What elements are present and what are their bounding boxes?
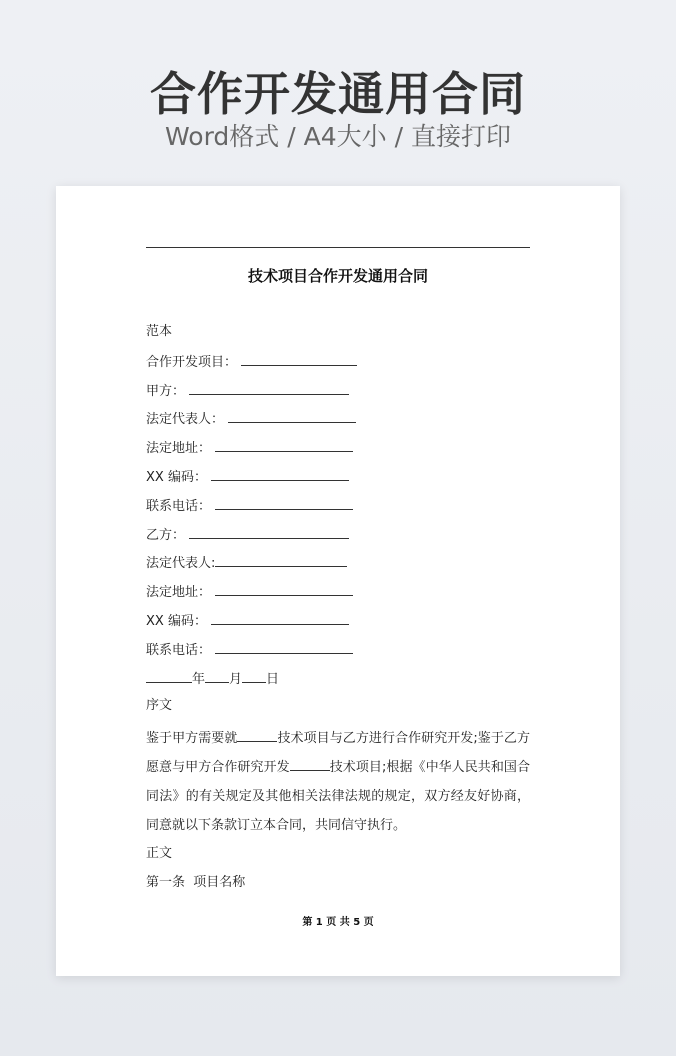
- blank-line: [215, 639, 353, 654]
- field-party-b: 乙方：: [146, 524, 530, 553]
- blank-line: [215, 552, 347, 567]
- field-a-address: 法定地址：: [146, 437, 530, 466]
- blank-line: [211, 466, 349, 481]
- field-project: 合作开发项目：: [146, 351, 530, 380]
- field-party-a: 甲方：: [146, 380, 530, 409]
- document-title: 技术项目合作开发通用合同: [247, 267, 428, 285]
- blank-line: [215, 437, 353, 452]
- blank-line: [241, 351, 357, 366]
- field-a-phone: 联系电话：: [146, 495, 530, 524]
- field-b-representative: 法定代表人:: [146, 552, 530, 581]
- page-number: 第 1 页 共 5 页: [302, 917, 374, 928]
- document-body: [146, 322, 530, 902]
- blank-line: [215, 581, 353, 596]
- body-heading: 正文: [146, 846, 173, 862]
- blank-line: [211, 610, 349, 625]
- field-b-address: 法定地址：: [146, 581, 530, 610]
- preface-paragraph: 鉴于甲方需要就 技术项目与乙方进行合作研究开发;鉴于乙方愿意与甲方合作研究开发 技术项目;根据《中华人民共和国合同法》的有关规定及其他相关法律法规的规定，双方经友好协商，同意就以下条款订立本合同，共同信守执行。: [146, 725, 530, 840]
- banner-subtitle: Word格式 / A4大小 / 直接打印: [165, 122, 511, 151]
- preface-heading: 序文: [146, 698, 173, 714]
- field-a-representative: 法定代表人：: [146, 408, 530, 437]
- banner-title: 合作开发通用合同: [150, 67, 526, 121]
- field-b-code: XX 编码：: [146, 610, 530, 639]
- field-a-code: XX 编码：: [146, 466, 530, 495]
- article-1-heading: 第一条 项目名称: [146, 875, 246, 891]
- date-line: 年 月 日: [146, 668, 530, 697]
- header-rule: [146, 247, 530, 248]
- blank-line: [189, 380, 349, 395]
- document-page: [56, 186, 620, 976]
- blank-line: [189, 524, 349, 539]
- blank-line: [215, 495, 353, 510]
- blank-line: [228, 408, 356, 423]
- field-template: 范本: [146, 324, 173, 339]
- field-b-phone: 联系电话：: [146, 639, 530, 668]
